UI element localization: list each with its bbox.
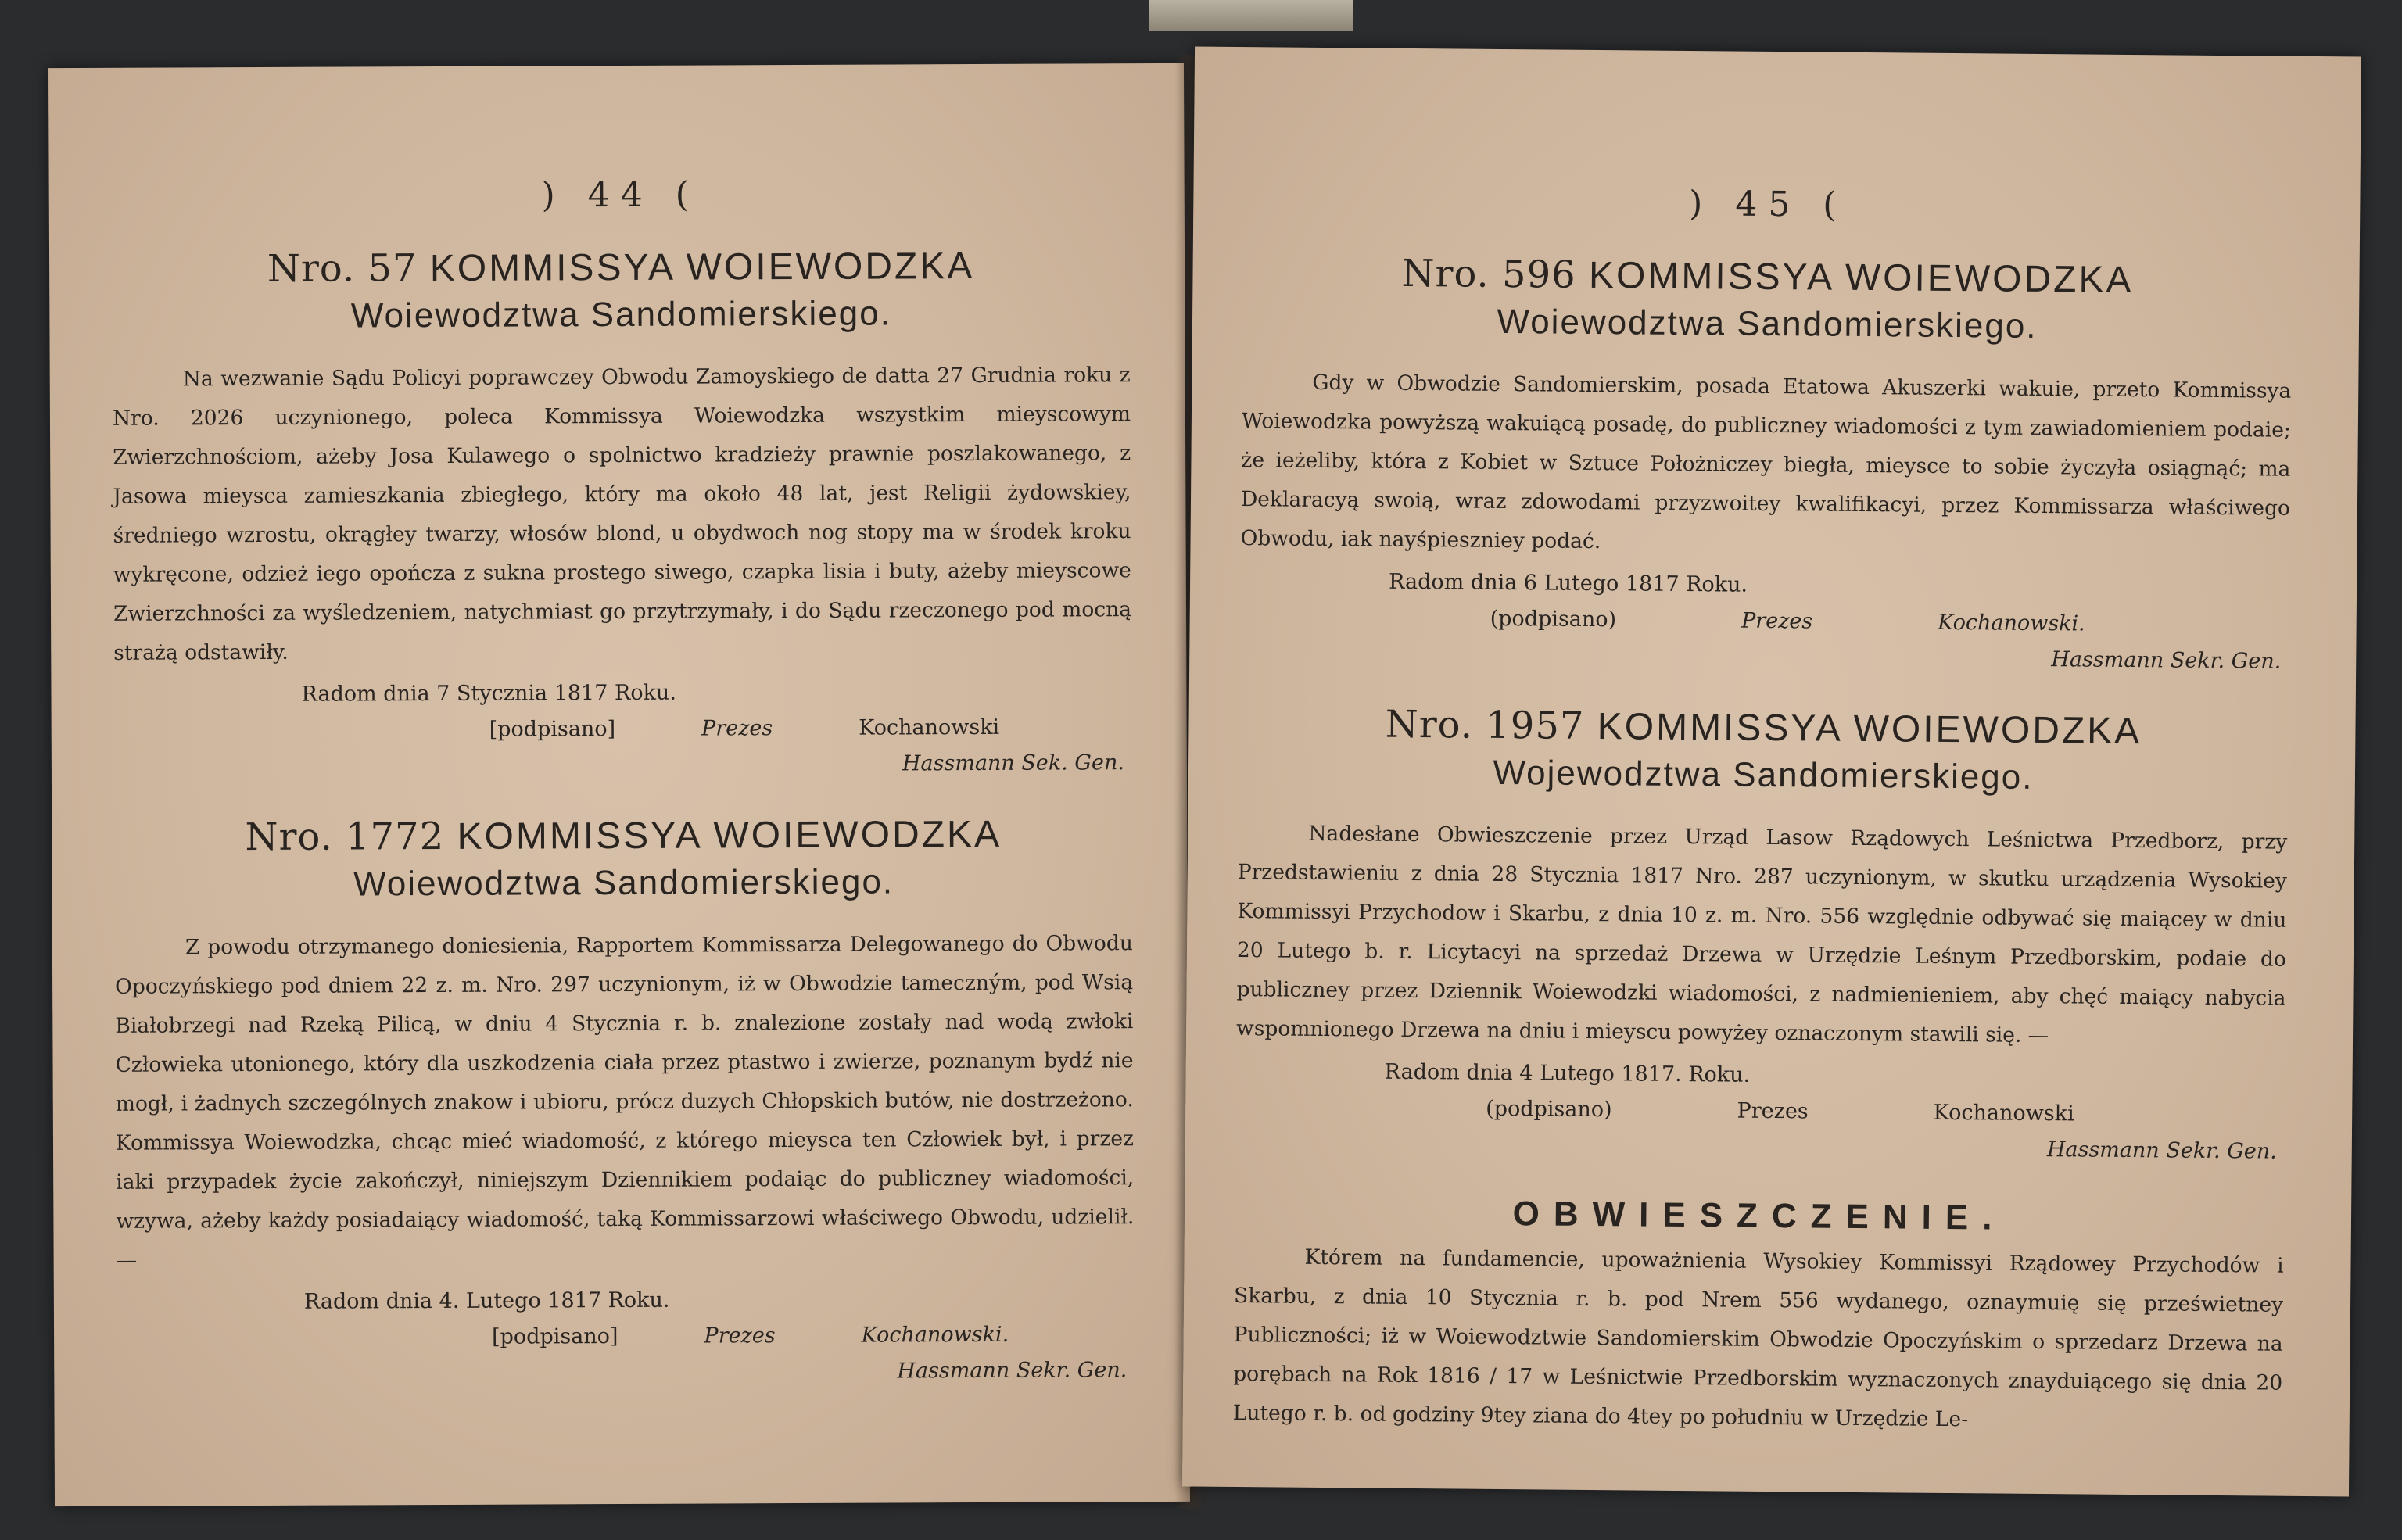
left-page-content <box>112 173 1135 1424</box>
section-number: Nro. 596 <box>1401 251 1576 297</box>
signed-label: [podpisano] <box>489 717 616 742</box>
section-heading <box>112 244 1130 292</box>
section-subtitle: Woiewodztwa Sandomierskiego. <box>353 862 894 904</box>
page-number: ) 45 ( <box>1688 184 1848 225</box>
section-heading <box>114 812 1132 860</box>
section-title: KOMMISSYA WOIEWODZKA <box>429 245 975 290</box>
signed-label: (podpisano) <box>1486 1097 1612 1123</box>
section-body: Z powodu otrzymanego doniesienia, Rapportem Kommissarza Delegowanego do Obwodu Opoczyńskiego pod dniem 22 z. m. Nro. 297 uczynionym, iż w Obwodzie tameczným, pod Wsią Białobrzegi nad Rzeką Pilicą, w dniu 4 Stycznia r. b. znalezione zostały nad wodą zwłoki Człowieka utonionego, który dla uszkodzenia ciała przez ptastwo i zwierze, poznanym bydź nie mogł, i żadnych szczególnych znakow i ubioru, prócz duzych Chłopskich butów, nie dostrzeżono. Kommissya Woiewodzka, chcąc mieć wiadomość, z którego mieysca ten Człowiek był, i przez iaki przypadek życie zakończył, niniejszym Dziennikiem podaiąc do publiczney wiadomości, wzywa, ażeby każdy posiadaiący wiadomość, taką Kommissarzowi właściwego Obwodu, udzielił. — <box>115 931 1135 1273</box>
president-name: Kochanowski. <box>861 1323 1009 1348</box>
right-page-content <box>1233 180 2293 1442</box>
president-name: Kochanowski <box>1933 1101 2074 1126</box>
page-edge-top <box>1149 0 1353 31</box>
announcement-section <box>1233 1192 2285 1442</box>
announcement-title: OBWIESZCZENIE. <box>1512 1194 2006 1238</box>
section-number: Nro. 1957 <box>1385 702 1585 749</box>
president-name: Kochanowski <box>859 715 1000 740</box>
left-page <box>48 63 1190 1506</box>
notice-section <box>1235 702 2289 1170</box>
section-title: KOMMISSYA WOIEWODZKA <box>1588 254 2134 302</box>
signed-label: (podpisano) <box>1490 607 1617 632</box>
signature-row <box>492 1317 1135 1356</box>
section-heading <box>1239 702 2288 754</box>
right-page <box>1182 47 2361 1497</box>
section-number: Nro. 57 <box>267 246 418 291</box>
section-subtitle: Woiewodztwa Sandomierskiego. <box>350 294 892 335</box>
president-label: Prezes <box>704 1323 776 1348</box>
section-title: KOMMISSYA WOIEWODZKA <box>1597 706 2142 753</box>
dateline: Radom dnia 6 Lutego 1817 Roku. <box>1388 569 1748 597</box>
section-heading <box>1242 251 2292 303</box>
section-body: Nadesłane Obwieszczenie przez Urząd Lasow Rządowych Leśnictwa Przedborz, przy Przedstawieniu z dnia 28 Stycznia 1817 Nro. 287 uczynionym, w skutku urządzenia Wysokiey Kommissyi Przychodow i Skarbu, z dnia 10 z. m. Nro. 556 względnie odbywać się maiącey w dniu 20 Lutego b. r. Licytacyi na sprzedaż Drzewa w Urzędzie Leśnym Przedborskim, podaie do publiczney przez Dziennik Woiewodzki wiadomości, z nadmienieniem, aby chęć maiący nabycia wspomnionego Drzewa na dniu i mieyscu powyżey oznaczonym stawili się. — <box>1235 822 2288 1048</box>
page-number: ) 44 ( <box>541 174 700 216</box>
section-body: Na wezwanie Sądu Policyi poprawczey Obwodu Zamoyskiego de datta 27 Grudnia roku z Nro. 2026 uczynionego, poleca Kommissya Woiewodzka wszystkim mieyscowym Zwierzchnościom, ażeby Josa Kulawego o spolnictwo kradzieży prawnie poszlakowanego, z Jasowa mieysca zamieszkania zbiegłego, który ma około 48 lat, jest Religii żydowskiey, średniego wzrostu, okrągłey twarzy, włosów blond, u obydwoch nog stopy ma w środek kroku wykręcone, odzież iego opończa z sukna prostego siwego, czapka lisia i buty, ażeby mieyscowe Zwierzchności za wyśledzeniem, natychmiast go przytrzymały, i do Sądu rzeczonego pod mocną strażą odstawiły. <box>112 363 1132 666</box>
section-subtitle: Wojewodztwa Sandomierskiego. <box>1493 754 2034 797</box>
signed-label: [podpisano] <box>492 1324 618 1350</box>
section-number: Nro. 1772 <box>245 815 445 860</box>
president-label: Prezes <box>1741 608 1813 634</box>
president-label: Prezes <box>701 716 773 741</box>
secretary-signature: Hassmann Sek. Gen. <box>902 750 1124 776</box>
secretary-signature: Hassmann Sekr. Gen. <box>2051 647 2282 674</box>
notice-section <box>114 812 1135 1393</box>
signature-row <box>1486 1091 2285 1134</box>
signature-row <box>489 709 1132 748</box>
section-title: KOMMISSYA WOIEWODZKA <box>457 814 1002 858</box>
secretary-signature: Hassmann Sekr. Gen. <box>897 1358 1128 1384</box>
signature-row <box>1490 601 2289 644</box>
section-subtitle: Woiewodztwa Sandomierskiego. <box>1497 303 2038 346</box>
section-body: Gdy w Obwodzie Sandomierskim, posada Etatowa Akuszerki wakuie, przeto Kommissya Woiewodzka powyższą wakuiącą posadę, do publiczney wiadomości z tym zawiadomieniem podaie; że ieżeliby, która z Kobiet w Sztuce Położniczey biegła, mieysce to sobie życzyła osiągnąć; ma Deklaracyą swoią, wraz zdowodami przyzwoitey kwalifikacyi, przez Kommissarza właściwego Obwodu, iak nayśpieszniey podać. <box>1240 371 2292 554</box>
dateline: Radom dnia 7 Stycznia 1817 Roku. <box>301 680 676 707</box>
dateline: Radom dnia 4. Lutego 1817 Roku. <box>303 1288 670 1315</box>
dateline: Radom dnia 4 Lutego 1817. Roku. <box>1384 1060 1751 1088</box>
notice-section <box>112 244 1132 786</box>
president-label: Prezes <box>1737 1099 1809 1124</box>
announcement-body: Którem na fundamencie, upoważnienia Wysokiey Kommissyi Rządowey Przychodów i Skarbu, z dnia 10 Stycznia r. b. pod Nrem 556 wydanego, oznaymuię się prześwietney Publiczności; iż w Woiewodztwie Sandomierskim Obwodzie Opoczyńskim o sprzedarz Drzewa na porębach na Rok 1816 / 17 w Leśnictwie Przedborskim wyznaczonych znayduiącego się dnia 20 Lutego r. b. od godziny 9tey ziana do 4tey po południu w Urzędzie Le- <box>1232 1245 2284 1432</box>
secretary-signature: Hassmann Sekr. Gen. <box>2046 1137 2277 1165</box>
president-name: Kochanowski. <box>1938 611 2085 636</box>
notice-section <box>1239 251 2293 680</box>
